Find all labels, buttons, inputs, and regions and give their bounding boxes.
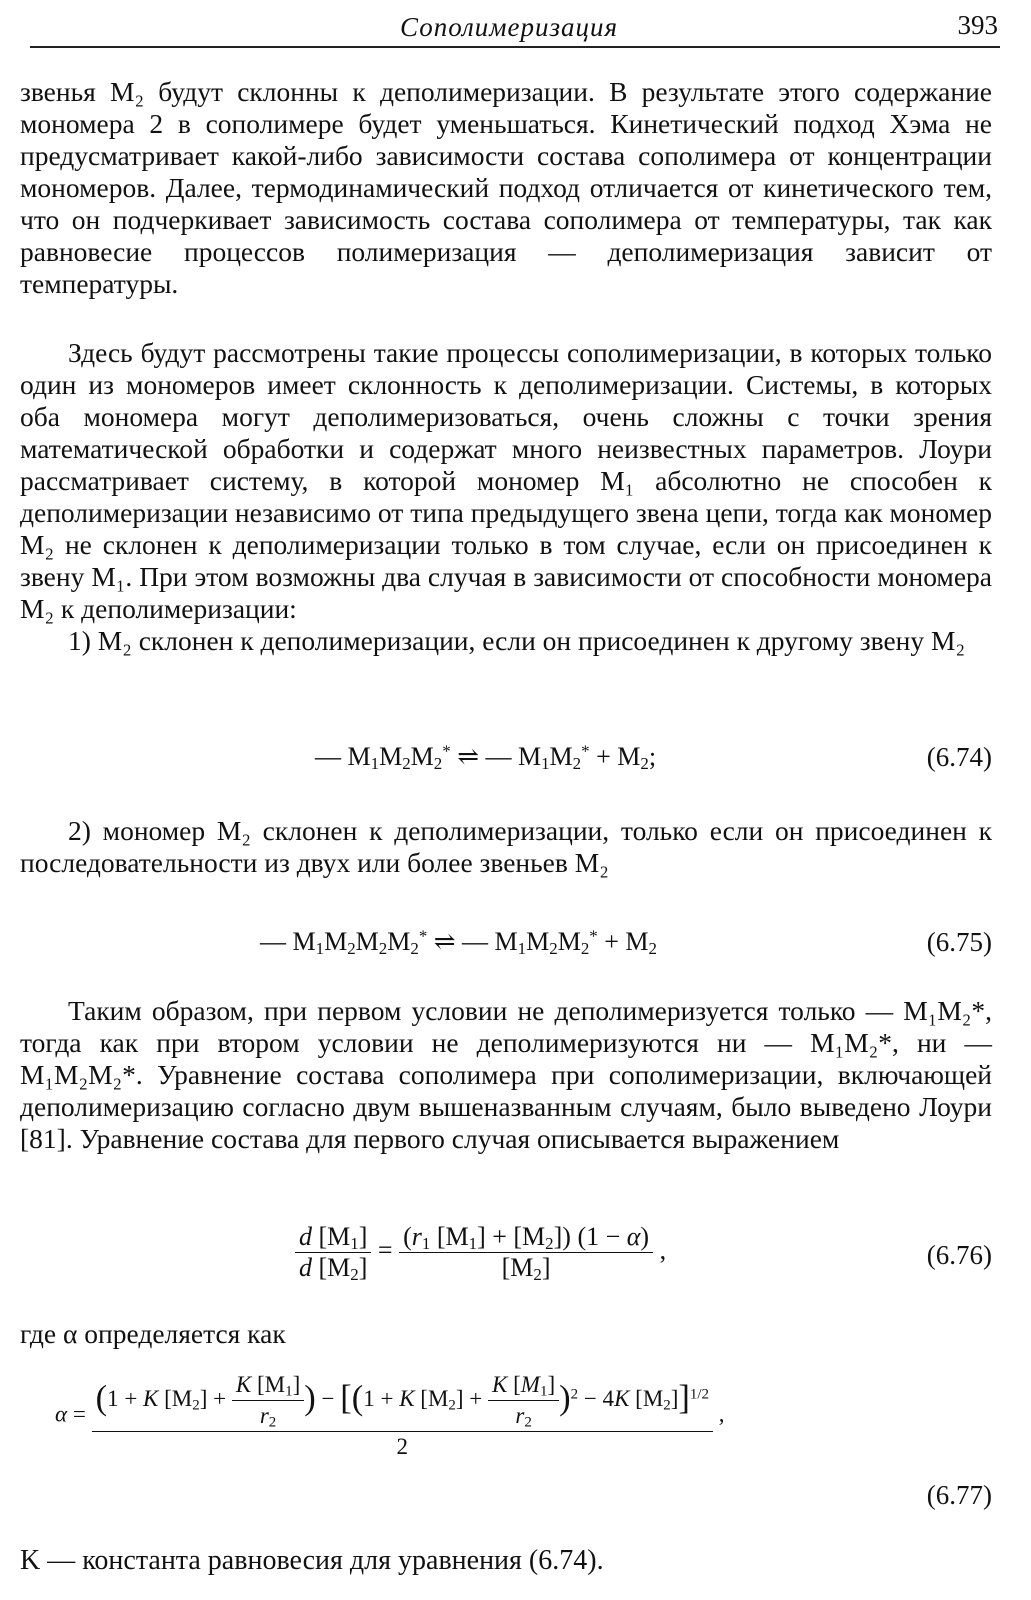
paragraph-6: где α определяется как [20, 1318, 286, 1349]
equation-6-74-formula: — $M_1M_2M_2^*$ ⇌ — $M_1M_2^* + M_2$; [315, 741, 657, 774]
page-header [20, 8, 1000, 44]
equation-6-77-number: (6.77) [926, 1480, 992, 1510]
paragraph-5-block [20, 995, 992, 1155]
equation-6-77-formula: α = (1 + K $[M_2]$ + $\frac{K [M_1]}{r_2}$ ) − [(1 + K $[M_2]$ + $\frac{K [M_1]}{r_2}$ )$^2$ − 4K $[M_2]]^{1/2}$ 2 , [55, 1372, 725, 1459]
page-number: 393 [957, 10, 998, 40]
equation-6-76-number: (6.76) [926, 1240, 992, 1270]
paragraph-7: K — константа равновесия для уравнения (6.74). [20, 1545, 604, 1576]
paragraph-3: 1) M₂ склонен к деполимеризации, если он присоединен к другому звену M₂ [68, 625, 966, 656]
paragraph-2-block [20, 337, 992, 657]
equation-6-76-formula: $\frac{d [M_1]}{d [M_2]}$ = $\frac{(r_1 [M_1] + [M_2]) (1 - \alpha)}{[M_2]}$ , [295, 1222, 666, 1283]
paragraph-6-block [20, 1318, 992, 1350]
paragraph-1: звенья M₂ будут склонны к деполимеризации. В результате этого содержание мономера 2 в сополимере будет уменьшаться. Кинетический подход Хэма не предусматривает какой-либо зависимости состава сополимера от концентрации мономеров. Далее, термодинамический подход отличается от кинетического тем, что он подчеркивает зависимость состава сополимера от температуры, так как равновесие процессов полимеризация — деполимеризация зависит от температуры. [20, 76, 992, 299]
header-rule [30, 46, 1000, 48]
paragraph-4-block [20, 815, 992, 879]
paragraph-1-block [20, 76, 992, 300]
equation-6-75 [20, 925, 992, 965]
equation-6-74-number: (6.74) [926, 742, 992, 772]
paragraph-2: Здесь будут рассмотрены такие процессы сополимеризации, в которых только один из мономеров имеет склонность к деполимеризации. Системы, в которых оба мономера могут деполимеризоваться, очень сложны с точки зрения математической обработки и содержат много неизвестных параметров. Лоури рассматривает систему, в которой мономер M₁ абсолютно не способен к деполимеризации независимо от типа предыдущего звена цепи, тогда как мономер M₂ не склонен к деполимеризации только в том случае, если он присоединен к звену M₁. При этом возможны два случая в зависимости от способности мономера M₂ к деполимеризации: [20, 337, 992, 624]
paragraph-4: 2) мономер M₂ склонен к деполимеризации, только если он присоединен к последовательности из двух или более звеньев M₂ [20, 815, 992, 878]
equation-6-76 [20, 1222, 992, 1292]
paragraph-5: Таким образом, при первом условии не деполимеризуется только — M₁M₂*, тогда как при втором условии не деполимеризуются ни — M₁M₂*, ни — M₁M₂M₂*. Уравнение состава сополимера при сополимеризации, включающей деполимеризацию согласно двум вышеназванным случаям, было выведено Лоури [81]. Уравнение состава для первого случая описывается выражением [20, 995, 992, 1154]
equation-6-77 [20, 1370, 992, 1510]
equation-6-74 [20, 740, 992, 780]
equation-6-75-formula: — $M_1M_2M_2M_2^*$ ⇌ — $M_1M_2M_2^* + M_2$ [260, 926, 657, 959]
equation-6-75-number: (6.75) [926, 927, 992, 957]
running-title: Сополимеризация [400, 12, 619, 42]
